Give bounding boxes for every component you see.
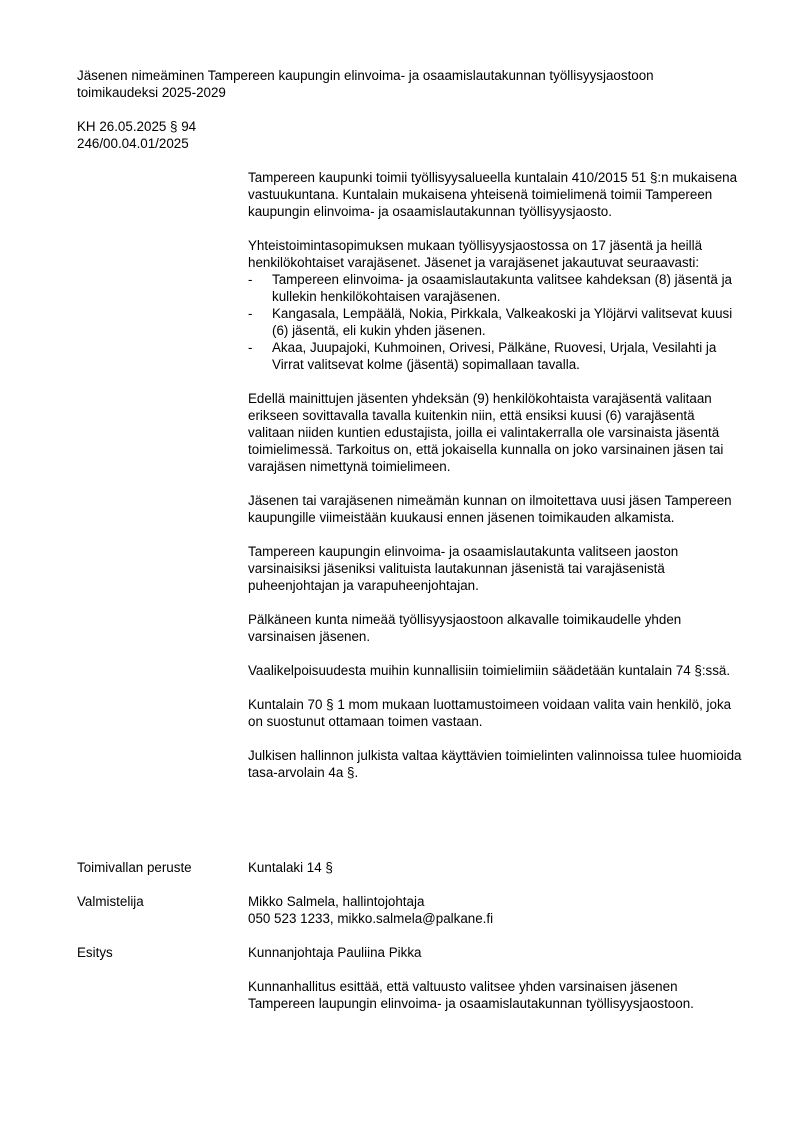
authority-value: Kuntalaki 14 § <box>248 860 333 875</box>
list-item: - Akaa, Juupajoki, Kuhmoinen, Orivesi, Pälkäne, Ruovesi, Urjala, Vesilahti ja Virrat valitsevat kolme (jäsentä) sopimallaan tavalla. <box>248 340 717 372</box>
paragraph-6: Pälkäneen kunta nimeää työllisyysjaostoon alkavalle toimikaudelle yhden varsinaisen jäsenen. <box>248 612 682 644</box>
member-distribution-list <box>248 271 743 373</box>
proposal-by: Kunnanjohtaja Pauliina Pikka <box>248 945 422 960</box>
paragraph-1: Tampereen kaupunki toimii työllisyysalueella kuntalain 410/2015 51 §:n mukaisena vastuukuntana. Kuntalain mukaisena yhteisenä toimielimenä toimii Tampereen kaupungin elinvoima- ja osaamislautakunnan työllisyysjaosto. <box>248 170 738 219</box>
paragraph-7: Vaalikelpoisuudesta muihin kunnallisiin toimielimiin säädetään kuntalain 74 §:ssä. <box>248 663 731 678</box>
diary-number: 246/00.04.01/2025 <box>77 136 189 151</box>
document-body <box>248 169 743 798</box>
paragraph-8: Kuntalain 70 § 1 mom mukaan luottamustoimeen voidaan valita vain henkilö, joka on suostunut ottamaan toimen vastaan. <box>248 697 732 729</box>
preparer-label: Valmistelija <box>77 894 144 909</box>
paragraph-4: Jäsenen tai varajäsenen nimeämän kunnan on ilmoitettava uusi jäsen Tampereen kaupungille viimeistään kuukausi ennen jäsenen toimikauden alkamista. <box>248 493 732 525</box>
paragraph-2: Yhteistoimintasopimuksen mukaan työllisyysjaostossa on 17 jäsentä ja heillä henkilökohtaiset varajäsenet. Jäsenet ja varajäsenet jakautuvat seuraavasti: <box>248 238 703 270</box>
title-line-1: Jäsenen nimeäminen Tampereen kaupungin elinvoima- ja osaamislautakunnan työllisyysjaostoon <box>77 68 654 83</box>
preparer-name: Mikko Salmela, hallintojohtaja <box>248 894 425 909</box>
proposal-label: Esitys <box>77 945 113 960</box>
list-item: - Tampereen elinvoima- ja osaamislautakunta valitsee kahdeksan (8) jäsentä ja kullekin henkilökohtaisen varajäsenen. <box>248 272 732 304</box>
preparer-value <box>248 893 743 927</box>
proposal-value <box>248 944 743 1029</box>
title-line-2: toimikaudeksi 2025-2029 <box>77 85 226 100</box>
paragraph-5: Tampereen kaupungin elinvoima- ja osaamislautakunta valitseen jaoston varsinaisiksi jäseniksi valituista lautakunnan jäsenistä tai varajäsenistä puheenjohtajan ja varapuheenjohtajan. <box>248 544 679 593</box>
paragraph-3: Edellä mainittujen jäsenten yhdeksän (9) henkilökohtaista varajäsentä valitaan erikseen sovittavalla tavalla kuitenkin niin, että ensiksi kuusi (6) varajäsentä valitaan niiden kuntien edustajista, joilla ei valintakerralla ole varsinaista jäsentä toimielimessä. Tarkoitus on, että jokaisella kunnalla on joko varsinainen jäsen tai varajäsen nimettynä toimielimeen. <box>248 391 724 474</box>
preparer-contact: 050 523 1233, mikko.salmela@palkane.fi <box>248 911 494 926</box>
list-item: - Kangasala, Lempäälä, Nokia, Pirkkala, Valkeakoski ja Ylöjärvi valitsevat kuusi (6) jäsentä, eli kukin yhden jäsenen. <box>248 306 733 338</box>
meeting-date-section: KH 26.05.2025 § 94 <box>77 119 197 134</box>
proposal-text: Kunnanhallitus esittää, että valtuusto valitsee yhden varsinaisen jäsenen Tampereen laupungin elinvoima- ja osaamislautakunnan työllisyysjaostoon. <box>248 979 694 1011</box>
authority-label: Toimivallan peruste <box>77 860 192 875</box>
paragraph-9: Julkisen hallinnon julkista valtaa käyttävien toimielinten valinnoissa tulee huomioida tasa-arvolain 4a §. <box>248 748 742 780</box>
document-title <box>77 67 757 101</box>
meeting-reference <box>77 118 377 152</box>
